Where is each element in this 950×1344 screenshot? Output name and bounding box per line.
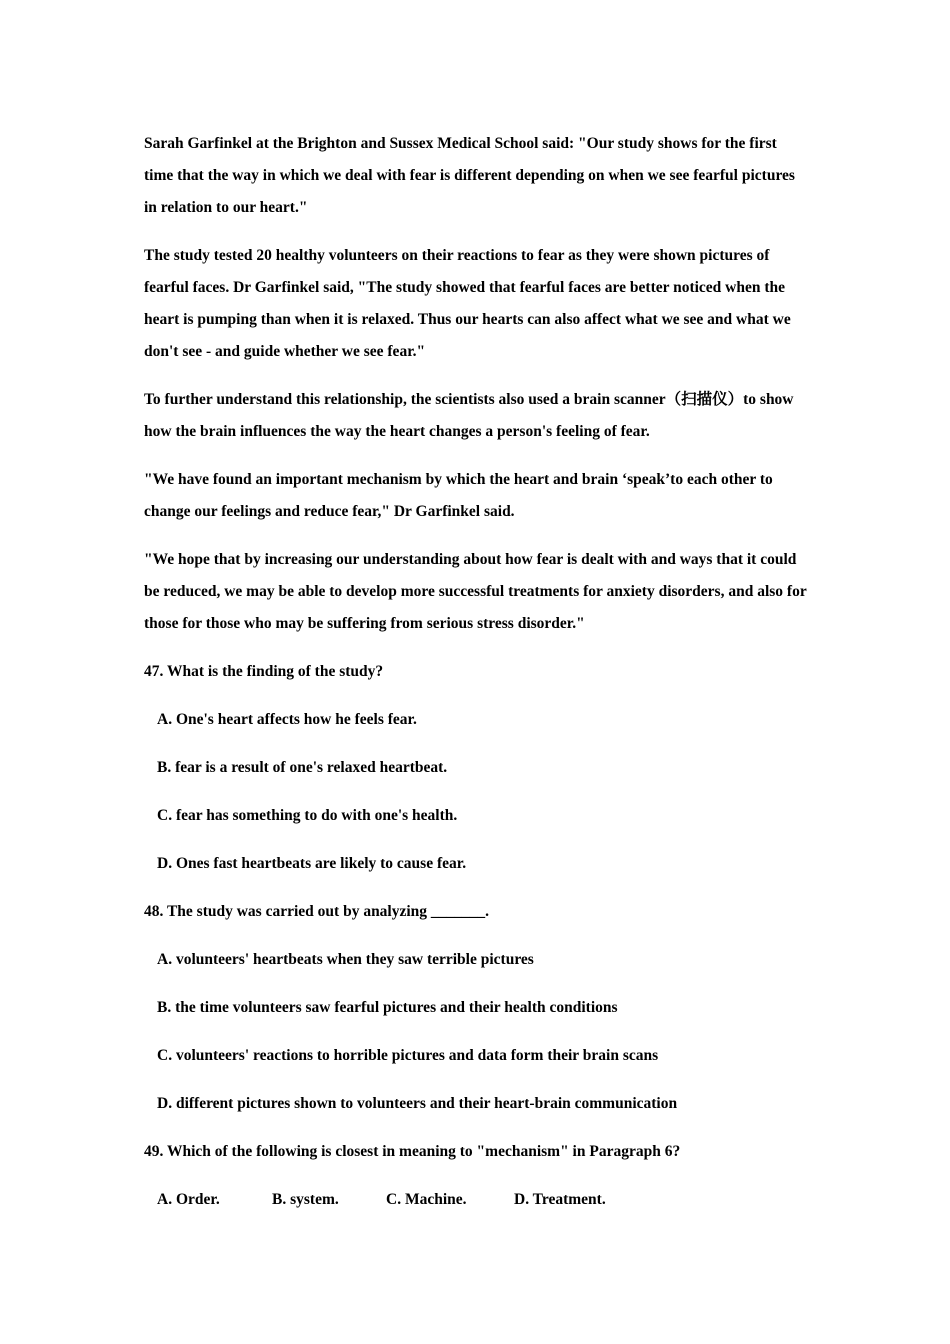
question-47-option-b: B. fear is a result of one's relaxed heartbeat. <box>157 759 448 776</box>
question-47-stem: 47. What is the finding of the study? <box>144 663 384 680</box>
passage-paragraph-4: "We have found an important mechanism by which the heart and brain ‘speak’to each other to change our feelings and reduce fear," Dr Garfinkel said. <box>144 471 773 520</box>
document-page <box>144 128 808 1216</box>
question-47-option-c: C. fear has something to do with one's health. <box>157 807 458 824</box>
question-47-option-a: A. One's heart affects how he feels fear. <box>157 711 417 728</box>
passage-paragraph-5: "We hope that by increasing our understanding about how fear is dealt with and ways that it could be reduced, we may be able to develop more successful treatments for anxiety disorders, and also for those for those who may be suffering from serious stress disorder." <box>144 551 807 632</box>
question-48-option-d: D. different pictures shown to volunteers and their heart-brain communication <box>157 1095 678 1112</box>
question-48-option-b: B. the time volunteers saw fearful pictures and their health conditions <box>157 999 618 1016</box>
question-48-option-c: C. volunteers' reactions to horrible pictures and data form their brain scans <box>157 1047 659 1064</box>
question-49-options <box>144 1184 808 1216</box>
question-49-option-c: C. Machine. <box>386 1191 467 1208</box>
passage-paragraph-1: Sarah Garfinkel at the Brighton and Sussex Medical School said: "Our study shows for the first time that the way in which we deal with fear is different depending on when we see fearful pictures in relation to our heart." <box>144 135 795 216</box>
question-48-option-a: A. volunteers' heartbeats when they saw terrible pictures <box>157 951 534 968</box>
question-49-option-b: B. system. <box>272 1191 339 1208</box>
question-48-stem: 48. The study was carried out by analyzing _______. <box>144 903 490 920</box>
question-49-option-a: A. Order. <box>157 1191 220 1208</box>
question-49-stem: 49. Which of the following is closest in meaning to "mechanism" in Paragraph 6? <box>144 1143 681 1160</box>
passage-paragraph-2: The study tested 20 healthy volunteers on their reactions to fear as they were shown pictures of fearful faces. Dr Garfinkel said, "The study showed that fearful faces are better noticed when the heart is pumping than when it is relaxed. Thus our hearts can also affect what we see and what we don't see - and guide whether we see fear." <box>144 247 791 360</box>
passage-paragraph-3: To further understand this relationship, the scientists also used a brain scanner（扫描仪）to show how the brain influences the way the heart changes a person's feeling of fear. <box>144 391 794 440</box>
question-47-option-d: D. Ones fast heartbeats are likely to cause fear. <box>157 855 467 872</box>
question-49-option-d: D. Treatment. <box>514 1191 606 1208</box>
